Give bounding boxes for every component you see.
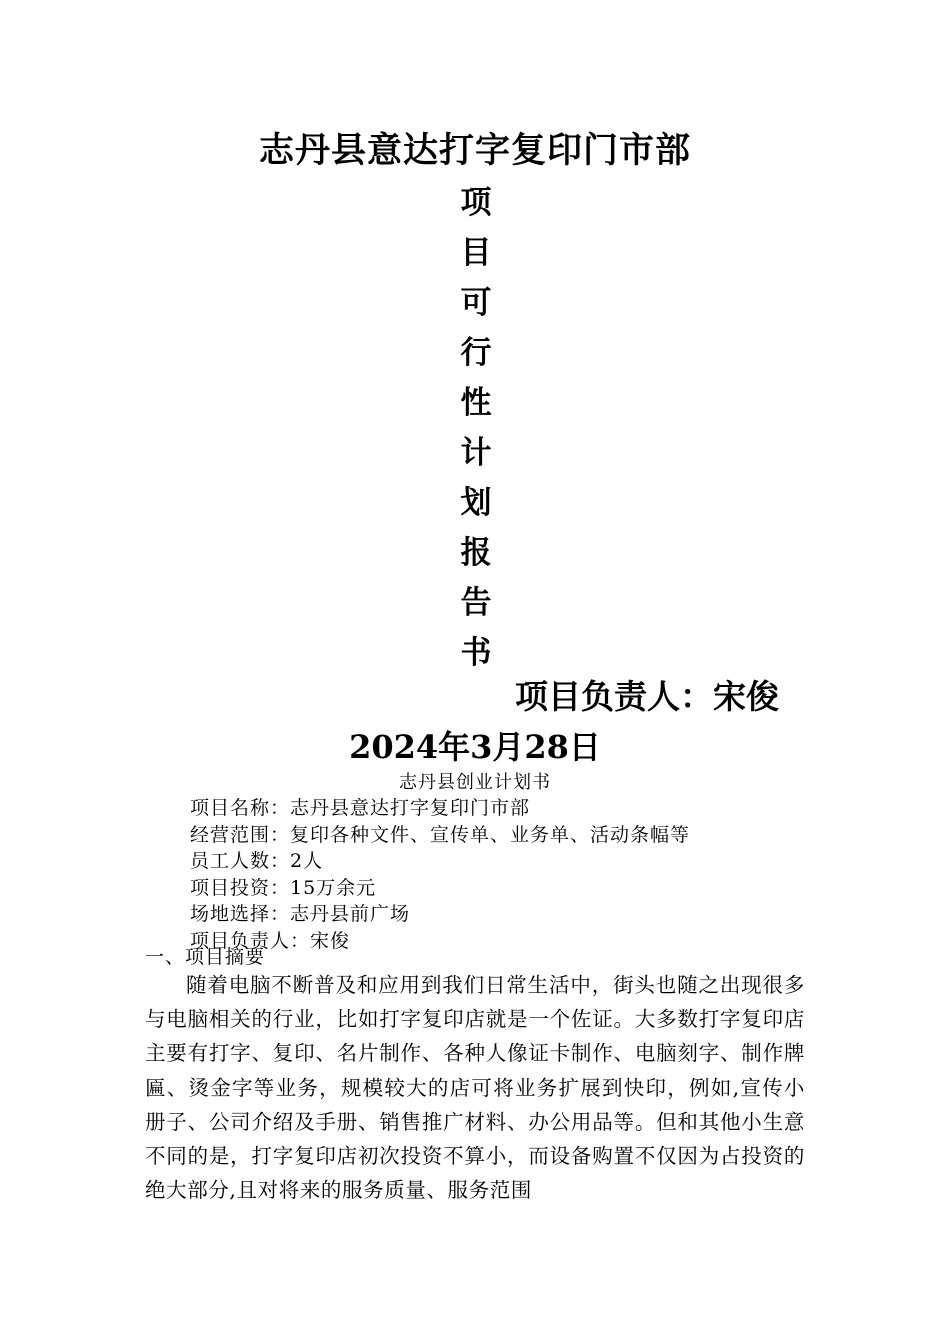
info-business-scope: 经营范围：复印各种文件、宣传单、业务单、活动条幅等 xyxy=(190,823,691,846)
info-project-name: 项目名称：志丹县意达打字复印门市部 xyxy=(190,797,531,819)
project-leader: 项目负责人：宋俊 xyxy=(515,677,779,716)
info-staff-count: 员工人数：2人 xyxy=(190,850,324,872)
plan-heading: 志丹县创业计划书 xyxy=(399,772,551,793)
section-summary-heading: 一、项目摘要 xyxy=(145,946,266,968)
company-title: 志丹县意达打字复印门市部 xyxy=(258,130,691,171)
info-leader: 项目负责人：宋俊 xyxy=(190,929,351,952)
report-subtitle-vertical: 项目可行性计划报告书 xyxy=(460,185,492,671)
project-info-list xyxy=(190,795,690,954)
report-date: 2024年3月28日 xyxy=(349,728,601,766)
info-investment: 项目投资：15万余元 xyxy=(190,876,377,899)
info-site: 场地选择：志丹县前广场 xyxy=(190,903,411,925)
summary-paragraph: 随着电脑不断普及和应用到我们日常生活中，街头也随之出现很多与电脑相关的行业，比如打字复印店就是一个佐证。大多数打字复印店主要有打字、复印、名片制作、各种人像证卡制作、电脑刻字、制作牌匾、烫金字等业务，规模较大的店可将业务扩展到快印，例如,宣传小册子、公司介绍及手册、销售推广材料、办公用品等。但和其他小生意不同的是，打字复印店初次投资不算小，而设备购置不仅因为占投资的绝大部分,且对将来的服务质量、服务范围 xyxy=(145,973,805,1203)
